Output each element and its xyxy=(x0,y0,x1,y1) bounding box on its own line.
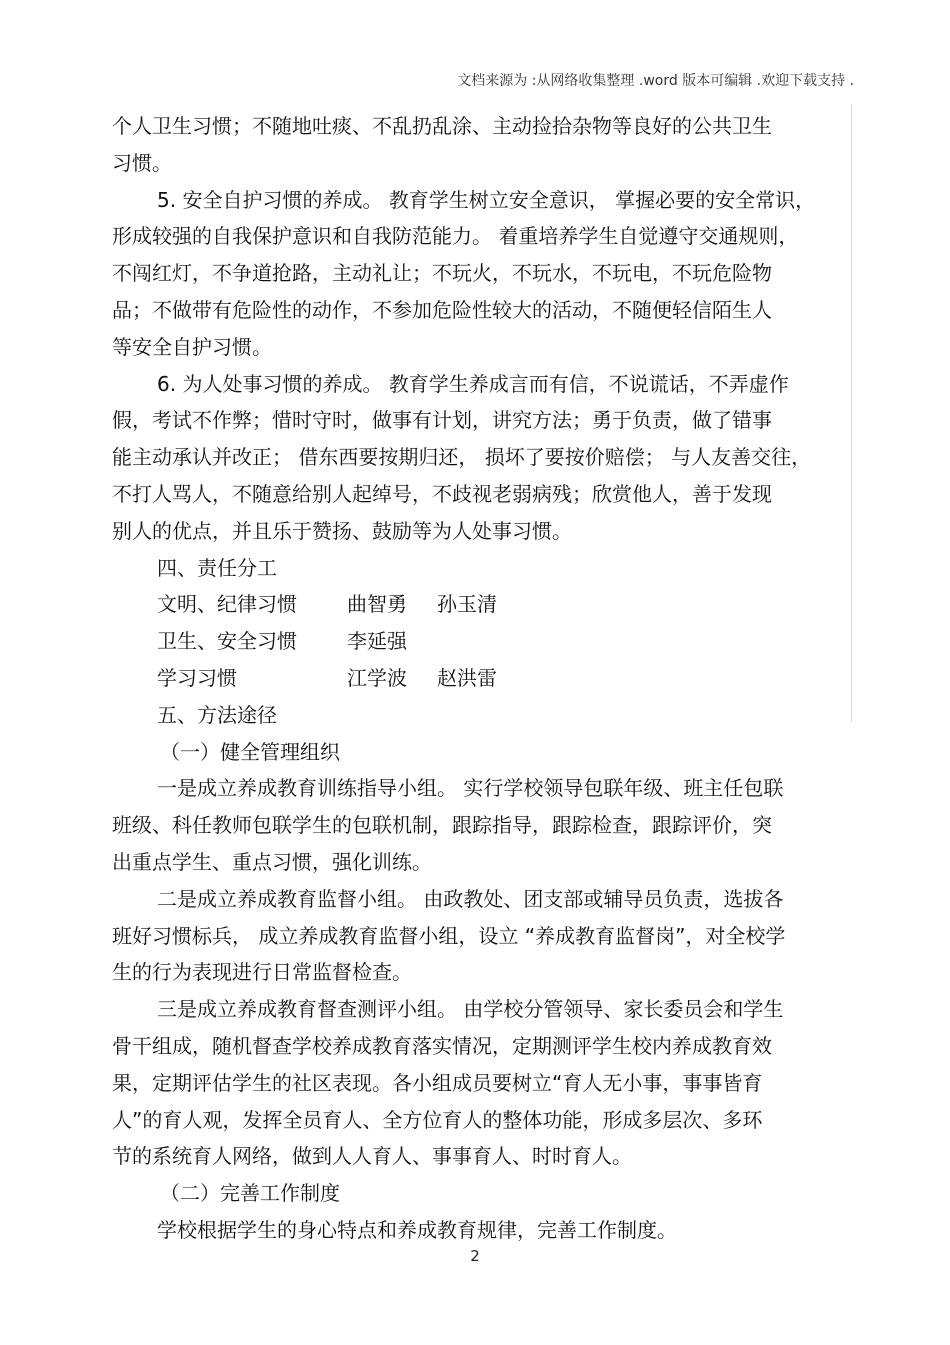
duty-row xyxy=(112,586,854,623)
text-line: 品；不做带有危险性的动作，不参加危险性较大的活动，不随便轻信陌生人 xyxy=(112,297,772,322)
duty-row xyxy=(112,623,854,660)
text-line: 二是成立养成教育监督小组。 由政教处、团支部或辅导员负责，选拔各 xyxy=(157,886,784,911)
text-line: 果，定期评估学生的社区表现。各小组成员要树立“育人无小事，事事皆育 xyxy=(112,1070,763,1095)
text-line: 节的系统育人网络，做到人人育人、事事育人、时时育人。 xyxy=(112,1144,632,1169)
duty-item: 卫生、安全习惯 xyxy=(157,629,297,654)
text-line: 形成较强的自我保护意识和自我防范能力。 着重培养学生自觉遵守交通规则， xyxy=(112,224,799,249)
section-heading: 五、方法途径 xyxy=(157,702,277,727)
text-line: 三是成立养成教育督查测评小组。 由学校分管领导、家长委员会和学生 xyxy=(157,997,784,1022)
text-line: 别人的优点，并且乐于赞扬、鼓励等为人处事习惯。 xyxy=(112,518,572,543)
text-line: 学校根据学生的身心特点和养成教育规律，完善工作制度。 xyxy=(157,1217,677,1242)
text-line: 能主动承认并改正； 借东西要按期归还， 损坏了要按价赔偿； 与人友善交往， xyxy=(112,445,812,470)
page-header: 文档来源为 :从网络收集整理 .word 版本可编辑 .欢迎下载支持 . xyxy=(457,73,854,89)
duty-person: 江学波 xyxy=(347,665,407,690)
section-heading: 四、责任分工 xyxy=(157,555,277,580)
duty-person: 李延强 xyxy=(347,629,407,654)
duty-row xyxy=(112,660,854,697)
document-body xyxy=(112,108,854,1249)
duty-item: 文明、纪律习惯 xyxy=(157,592,297,617)
subsection-heading: （二）完善工作制度 xyxy=(160,1181,340,1206)
text-line: 5. 安全自护习惯的养成。 教育学生树立安全意识， 掌握必要的安全常识， xyxy=(157,187,816,212)
text-line: 生的行为表现进行日常监督检查。 xyxy=(112,960,412,985)
text-line: 人”的育人观，发挥全员育人、全方位育人的整体功能，形成多层次、多环 xyxy=(112,1107,763,1132)
duty-person: 曲智勇 xyxy=(347,592,407,617)
duty-person: 赵洪雷 xyxy=(437,665,497,690)
text-line: 6. 为人处事习惯的养成。 教育学生养成言而有信，不说谎话，不弄虚作 xyxy=(157,371,789,396)
text-line: 班好习惯标兵， 成立养成教育监督小组，设立 “养成教育监督岗”，对全校学 xyxy=(112,923,786,948)
text-line: 个人卫生习惯；不随地吐痰、不乱扔乱涂、主动捡拾杂物等良好的公共卫生 xyxy=(112,114,772,138)
duty-item: 学习习惯 xyxy=(157,665,237,690)
text-line: 假，考试不作弊；惜时守时，做事有计划，讲究方法；勇于负责，做了错事 xyxy=(112,408,772,433)
text-line: 骨干组成，随机督查学校养成教育落实情况，定期测评学生校内养成教育效 xyxy=(112,1033,772,1058)
duty-person: 孙玉清 xyxy=(437,592,497,617)
text-line: 不闯红灯，不争道抢路，主动礼让；不玩火，不玩水，不玩电，不玩危险物 xyxy=(112,261,772,286)
text-line: 一是成立养成教育训练指导小组。 实行学校领导包联年级、班主任包联 xyxy=(157,776,784,801)
subsection-heading: （一）健全管理组织 xyxy=(160,739,340,764)
text-line: 班级、科任教师包联学生的包联机制，跟踪指导，跟踪检查，跟踪评价，突 xyxy=(112,813,772,838)
text-line: 不打人骂人，不随意给别人起绰号，不歧视老弱病残；欣赏他人，善于发现 xyxy=(112,481,772,506)
text-line: 等安全自护习惯。 xyxy=(112,334,272,359)
text-line: 出重点学生、重点习惯，强化训练。 xyxy=(112,849,432,874)
text-line: 习惯。 xyxy=(112,150,172,175)
page-number: 2 xyxy=(470,1247,480,1265)
